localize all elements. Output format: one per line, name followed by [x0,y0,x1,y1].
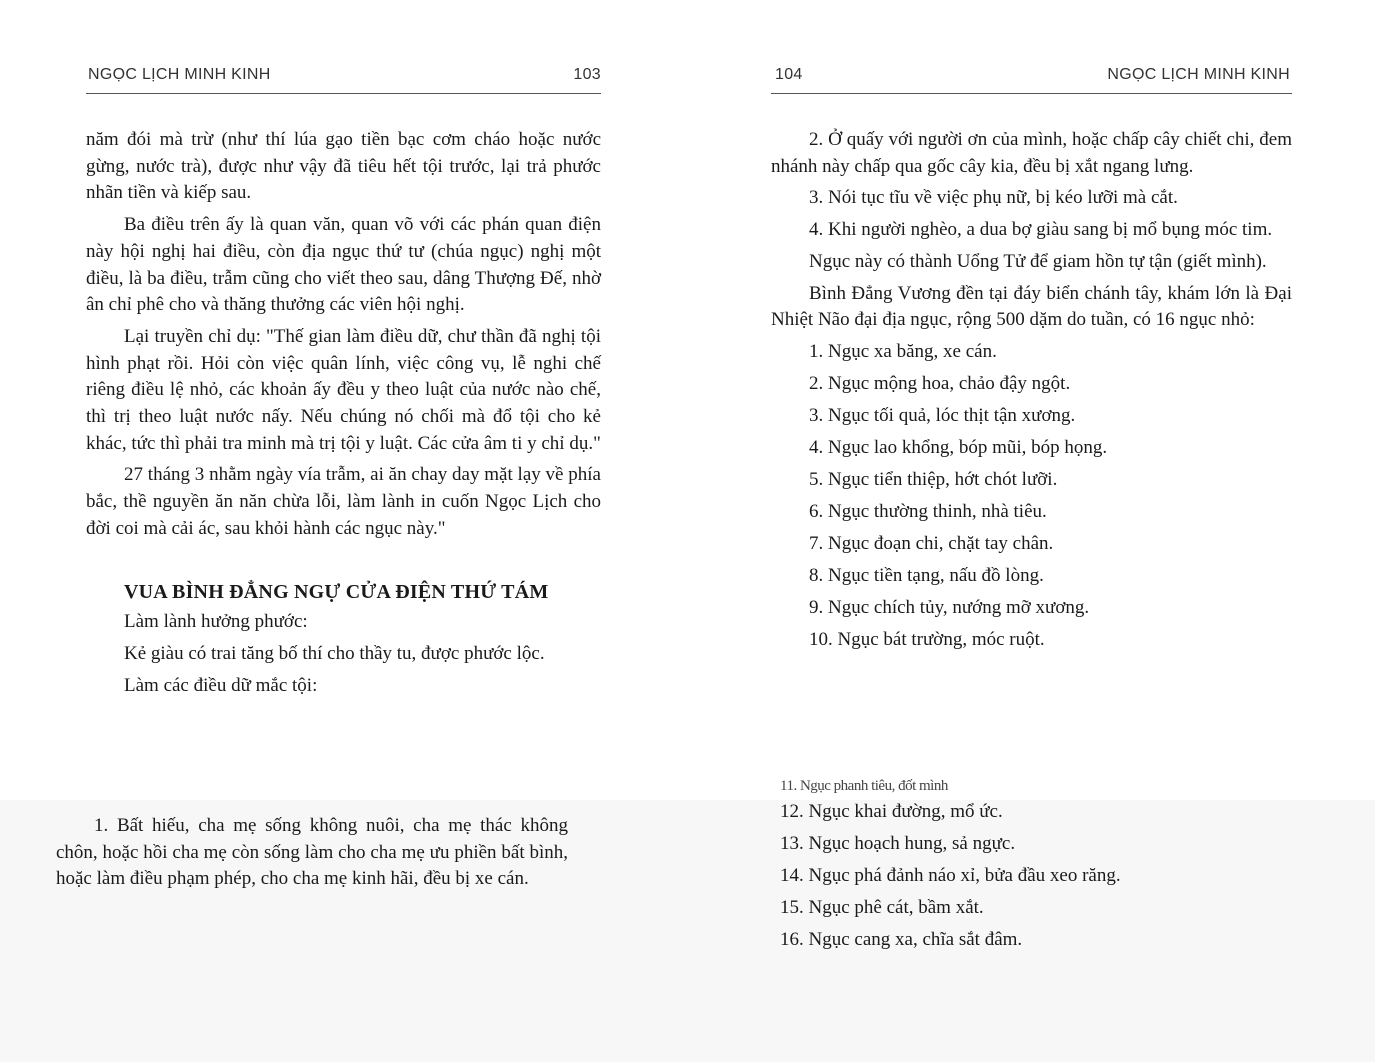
list-item: 5. Ngục tiển thiệp, hớt chót lưỡi. [809,468,1058,490]
paragraph: Ngục này có thành Uổng Tử để giam hồn tự tận (giết mình). [809,250,1267,272]
running-head [86,64,601,88]
paragraph: Làm lành hưởng phước: [124,611,308,633]
paragraph: năm đói mà trừ (như thí lúa gạo tiền bạc cơm cháo hoặc nước gừng, nước trà), được như vậy đã tiêu hết tội trước, lại trả phước nhãn tiền và kiếp sau. [86,129,601,204]
paragraph: Kẻ giàu có trai tăng bố thí cho thầy tu, được phước lộc. [124,642,545,664]
right-body-text [771,127,1292,659]
paragraph: Lại truyền chỉ dụ: "Thế gian làm điều dữ, chư thần đã nghị tội hình phạt rồi. Hỏi còn việc quân lính, việc công vụ, lễ nghi chế riêng điều lệ nhỏ, các khoản ấy đều y theo luật của nước nào chế, thì trị theo luật nước nấy. Nếu chúng nó chối mà đổ tội cho kẻ khác, tức thì phải tra minh mà trị tội y luật. Các cửa âm ti y chỉ dụ." [86,325,601,454]
list-item: 7. Ngục đoạn chi, chặt tay chân. [809,532,1054,554]
shifted-list [780,770,1280,956]
running-title: NGỌC LỊCH MINH KINH [1107,66,1290,83]
page-number: 103 [573,66,601,83]
header-rule [86,93,601,94]
page-number: 104 [775,66,803,83]
list-item: 10. Ngục bát trường, móc ruột. [809,628,1045,650]
paragraph: 2. Ở quấy với người ơn của mình, hoặc chấp cây chiết chi, đem nhánh này chấp qua gốc cây kia, đều bị xắt ngang lưng. [771,129,1292,177]
list-item: 8. Ngục tiền tạng, nấu đồ lòng. [809,564,1044,586]
list-item: 15. Ngục phê cát, bầm xắt. [780,897,984,918]
shifted-paragraph: 1. Bất hiếu, cha mẹ sống không nuôi, cha mẹ thác không chôn, hoặc hồi cha mẹ còn sống làm cho cha mẹ ưu phiền bất bình, hoặc làm điều phạm phép, cho cha mẹ kinh hãi, đều bị xe cán. [56,815,568,890]
list-item: 3. Ngục tối quả, lóc thịt tận xương. [809,404,1076,426]
section-heading: VUA BÌNH ĐẲNG NGỰ CỬA ĐIỆN THỨ TÁM [124,580,549,603]
paragraph: Bình Đẳng Vương đền tại đáy biển chánh tây, khám lớn là Đại Nhiệt Não đại địa ngục, rộng 500 dặm do tuần, có 16 ngục nhỏ: [771,282,1292,331]
running-head [771,64,1292,88]
list-item: 1. Ngục xa băng, xe cán. [809,340,997,362]
running-title: NGỌC LỊCH MINH KINH [88,66,271,83]
list-item: 14. Ngục phá đảnh náo xỉ, bửa đầu xeo răng. [780,865,1121,886]
paragraph: 4. Khi người nghèo, a dua bợ giàu sang bị mổ bụng móc tim. [809,219,1273,241]
paragraph: Ba điều trên ấy là quan văn, quan võ với các phán quan điện này hội nghị hai điều, còn địa ngục thứ tư (chúa ngục) nghị một điều, là ba điều, trẫm cũng cho viết theo sau, dâng Thượng Đế, nhờ ân chỉ phê cho và thăng thưởng các viên hội nghị. [86,214,601,316]
list-item: 9. Ngục chích tủy, nướng mỡ xương. [809,596,1090,618]
list-item: 13. Ngục hoạch hung, sả ngực. [780,833,1016,854]
paragraph: 27 tháng 3 nhằm ngày vía trẫm, ai ăn chay day mặt lạy về phía bắc, thề nguyền ăn năn chừa lỗi, làm lành in cuốn Ngọc Lịch cho đời coi mà cải ác, sau khỏi hành các ngục này." [86,464,601,539]
list-item: 6. Ngục thường thinh, nhà tiêu. [809,500,1047,522]
list-item: 12. Ngục khai đường, mổ ức. [780,801,1003,822]
paragraph: 3. Nói tục tĩu về việc phụ nữ, bị kéo lưỡi mà cắt. [809,187,1178,209]
list-item: 4. Ngục lao khổng, bóp mũi, bóp họng. [809,436,1108,458]
list-item: 2. Ngục mộng hoa, chảo đậy ngột. [809,372,1071,394]
garbled-list-item: 11. Ngục phanh tiêu, đốt mình [780,778,948,794]
list-item: 16. Ngục cang xa, chĩa sắt đâm. [780,929,1023,950]
left-body-text [86,127,601,704]
paragraph: Làm các điều dữ mắc tội: [124,674,318,696]
header-rule [771,93,1292,94]
